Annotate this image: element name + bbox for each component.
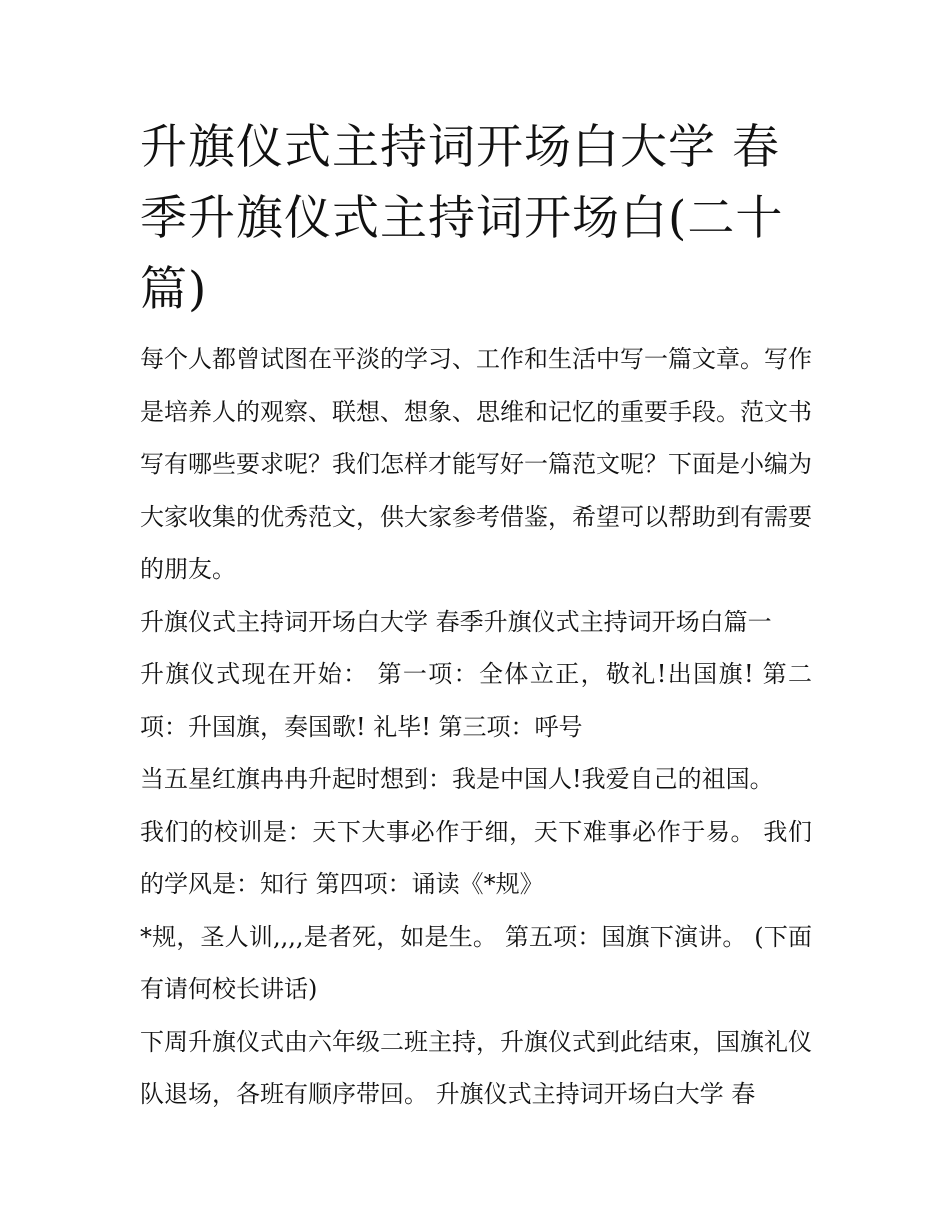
- paragraph-closing: 下周升旗仪式由六年级二班主持，升旗仪式到此结束，国旗礼仪队退场，各班有顺序带回。 升旗仪式主持词开场白大学 春: [140, 1027, 812, 1108]
- document-page: [140, 112, 812, 1121]
- paragraph-intro: 每个人都曾试图在平淡的学习、工作和生活中写一篇文章。写作是培养人的观察、联想、想象、思维和记忆的重要手段。范文书写有哪些要求呢？我们怎样才能写好一篇范文呢？下面是小编为大家收集的优秀范文，供大家参考借鉴，希望可以帮助到有需要的朋友。: [140, 345, 812, 583]
- paragraph-flag-rising: 当五星红旗冉冉升起时想到：我是中国人!我爱自己的祖国。: [140, 765, 774, 793]
- document-title: 升旗仪式主持词开场白大学 春季升旗仪式主持词开场白(二十篇): [140, 120, 784, 317]
- paragraph-school-motto: 我们的校训是：天下大事必作于细，天下难事必作于易。 我们的学风是：知行 第四项：诵读《*规》: [140, 817, 812, 898]
- document-body: [140, 333, 812, 1121]
- paragraph-section-heading: 升旗仪式主持词开场白大学 春季升旗仪式主持词开场白篇一: [140, 607, 772, 636]
- paragraph-ceremony-start: 升旗仪式现在开始： 第一项：全体立正，敬礼!出国旗! 第二项：升国旗，奏国歌! 礼毕! 第三项：呼号: [140, 660, 812, 741]
- paragraph-speech: *规，圣人训,,,,是者死，如是生。 第五项：国旗下演讲。 (下面有请何校长讲话): [140, 922, 812, 1003]
